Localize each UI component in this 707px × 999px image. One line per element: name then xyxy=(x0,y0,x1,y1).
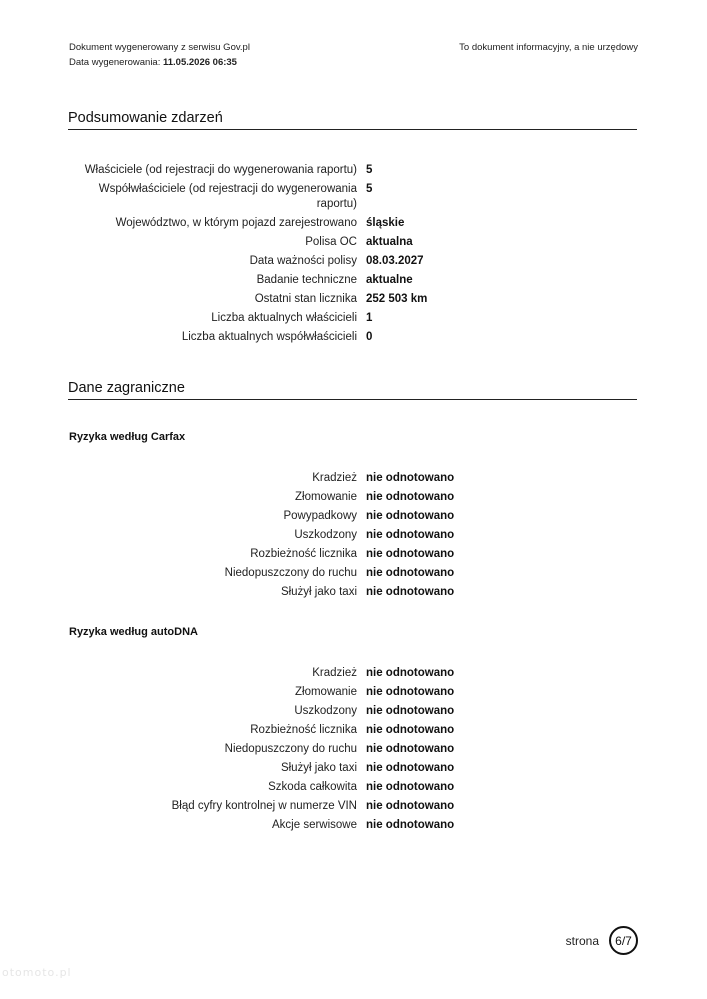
summary-list xyxy=(69,163,637,349)
row-value: nie odnotowano xyxy=(366,686,455,698)
row-label: Szkoda całkowita xyxy=(268,781,357,793)
row-value: aktualne xyxy=(366,274,413,286)
generation-date-value: 11.05.2026 06:35 xyxy=(163,57,237,68)
row-label: Liczba aktualnych właścicieli xyxy=(211,312,357,324)
carfax-row-theft xyxy=(69,471,637,486)
row-value: 1 xyxy=(366,312,373,324)
autodna-row-taxi xyxy=(69,761,637,776)
row-value: nie odnotowano xyxy=(366,491,455,503)
row-label: Współwłaściciele (od rejestracji do wygenerowania raportu) xyxy=(98,183,357,210)
row-label: Powypadkowy xyxy=(283,510,357,522)
watermark: otomoto.pl xyxy=(2,966,72,979)
row-label: Niedopuszczony do ruchu xyxy=(224,567,357,579)
autodna-heading: Ryzyka według autoDNA xyxy=(69,626,198,638)
row-label: Złomowanie xyxy=(295,686,357,698)
row-label: Akcje serwisowe xyxy=(272,819,357,831)
row-value: nie odnotowano xyxy=(366,762,455,774)
row-label: Województwo, w którym pojazd zarejestrowano xyxy=(115,217,357,229)
row-value: nie odnotowano xyxy=(366,667,455,679)
row-value: 08.03.2027 xyxy=(366,255,424,267)
summary-row-odometer xyxy=(69,292,637,307)
page-number: 6/7 xyxy=(615,933,632,948)
row-label: Niedopuszczony do ruchu xyxy=(224,743,357,755)
row-value: nie odnotowano xyxy=(366,800,455,812)
row-label: Rozbieżność licznika xyxy=(250,548,357,560)
row-label: Liczba aktualnych współwłaścicieli xyxy=(181,331,357,343)
autodna-row-service-campaigns xyxy=(69,818,637,833)
row-label: Badanie techniczne xyxy=(256,274,357,286)
page-number-badge xyxy=(609,926,638,955)
carfax-list xyxy=(69,471,637,604)
row-value: nie odnotowano xyxy=(366,510,455,522)
row-label: Służył jako taxi xyxy=(280,762,357,774)
summary-row-inspection xyxy=(69,273,637,288)
summary-row-current-owners xyxy=(69,311,637,326)
summary-row-oc-policy xyxy=(69,235,637,250)
carfax-row-damaged xyxy=(69,528,637,543)
autodna-row-odometer-discrepancy xyxy=(69,723,637,738)
row-value: nie odnotowano xyxy=(366,472,455,484)
row-value: nie odnotowano xyxy=(366,529,455,541)
row-label: Kradzież xyxy=(312,667,357,679)
row-value: aktualna xyxy=(366,236,413,248)
foreign-section-title: Dane zagraniczne xyxy=(68,379,637,400)
row-label: Data ważności polisy xyxy=(249,255,357,267)
row-value: 5 xyxy=(366,183,373,195)
row-value: nie odnotowano xyxy=(366,567,455,579)
row-value: nie odnotowano xyxy=(366,781,455,793)
row-value: nie odnotowano xyxy=(366,819,455,831)
row-value: nie odnotowano xyxy=(366,548,455,560)
autodna-row-scrapped xyxy=(69,685,637,700)
page-label: strona xyxy=(565,933,599,948)
autodna-list xyxy=(69,666,637,837)
carfax-row-accident xyxy=(69,509,637,524)
summary-row-owners xyxy=(69,163,637,178)
row-label: Kradzież xyxy=(312,472,357,484)
carfax-row-not-roadworthy xyxy=(69,566,637,581)
autodna-row-not-roadworthy xyxy=(69,742,637,757)
generation-date-label: Data wygenerowania: xyxy=(69,57,161,68)
summary-row-voivodeship xyxy=(69,216,637,231)
carfax-row-taxi xyxy=(69,585,637,600)
row-value: śląskie xyxy=(366,217,405,229)
autodna-row-vin-check-digit xyxy=(69,799,637,814)
row-label: Polisa OC xyxy=(305,236,357,248)
summary-row-co-owners xyxy=(69,182,637,212)
row-value: 252 503 km xyxy=(366,293,428,305)
carfax-row-scrapped xyxy=(69,490,637,505)
source-note: Dokument wygenerowany z serwisu Gov.pl xyxy=(69,42,250,53)
row-label: Uszkodzony xyxy=(294,529,357,541)
carfax-row-odometer-discrepancy xyxy=(69,547,637,562)
summary-row-policy-expiry xyxy=(69,254,637,269)
summary-section-title: Podsumowanie zdarzeń xyxy=(68,109,637,130)
row-value: 5 xyxy=(366,164,373,176)
row-value: nie odnotowano xyxy=(366,586,455,598)
generation-date xyxy=(69,55,250,70)
autodna-row-theft xyxy=(69,666,637,681)
row-label: Rozbieżność licznika xyxy=(250,724,357,736)
row-label: Uszkodzony xyxy=(294,705,357,717)
autodna-row-total-loss xyxy=(69,780,637,795)
row-value: nie odnotowano xyxy=(366,724,455,736)
row-label: Złomowanie xyxy=(295,491,357,503)
row-label: Błąd cyfry kontrolnej w numerze VIN xyxy=(171,800,357,812)
row-value: nie odnotowano xyxy=(366,705,455,717)
row-value: 0 xyxy=(366,331,373,343)
carfax-heading: Ryzyka według Carfax xyxy=(69,431,186,443)
informational-notice: To dokument informacyjny, a nie urzędowy xyxy=(459,42,638,53)
summary-row-current-co-owners xyxy=(69,330,637,345)
autodna-row-damaged xyxy=(69,704,637,719)
header-left xyxy=(69,40,250,70)
row-label: Właściciele (od rejestracji do wygenerowania raportu) xyxy=(84,164,357,176)
page-footer xyxy=(566,926,638,955)
row-label: Ostatni stan licznika xyxy=(254,293,357,305)
row-label: Służył jako taxi xyxy=(280,586,357,598)
row-value: nie odnotowano xyxy=(366,743,455,755)
